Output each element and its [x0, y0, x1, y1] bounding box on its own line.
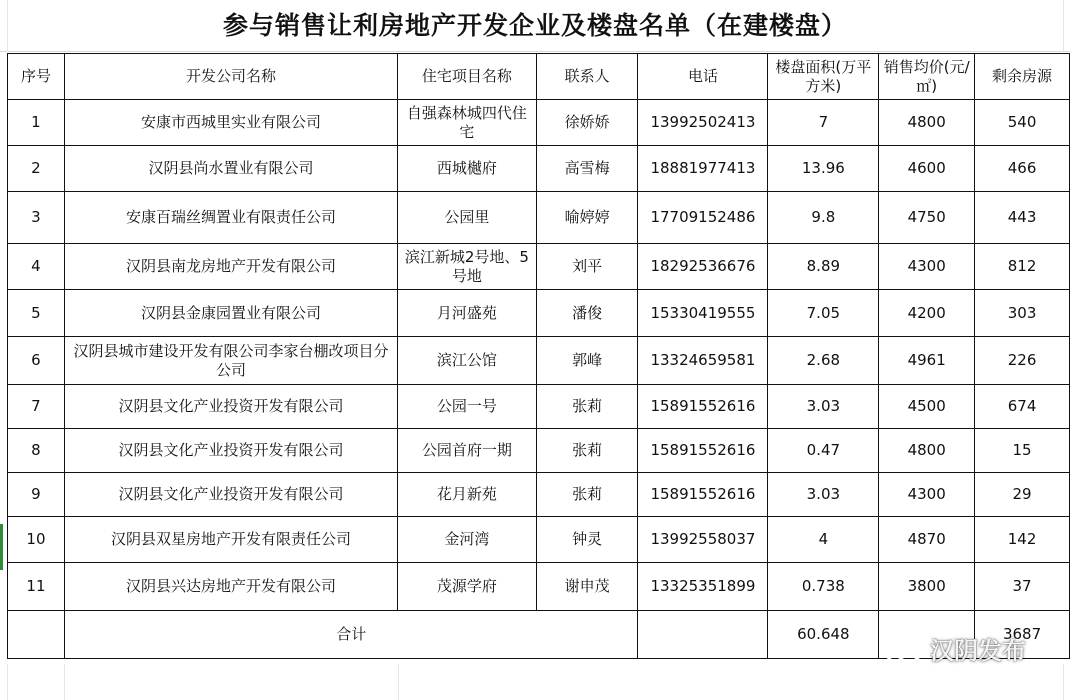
cell-area[interactable]: 7	[768, 100, 879, 146]
cell-total-label[interactable]: 合计	[64, 611, 638, 659]
cell-total-area[interactable]: 60.648	[768, 611, 879, 659]
table-row	[8, 244, 1070, 290]
cell-area[interactable]: 4	[768, 517, 879, 563]
cell-seq[interactable]: 7	[8, 385, 65, 429]
cell-phone[interactable]: 13324659581	[638, 337, 768, 385]
cell-company[interactable]: 汉阴县双星房地产开发有限责任公司	[64, 517, 397, 563]
cell-remaining[interactable]: 812	[975, 244, 1070, 290]
cell-company[interactable]: 安康百瑞丝绸置业有限责任公司	[64, 192, 397, 244]
header-price[interactable]: 销售均价(元/㎡)	[879, 54, 975, 100]
cell-price[interactable]: 4750	[879, 192, 975, 244]
header-remaining[interactable]: 剩余房源	[975, 54, 1070, 100]
cell-remaining[interactable]: 37	[975, 563, 1070, 611]
cell-contact[interactable]: 张莉	[536, 473, 638, 517]
cell-project[interactable]: 公园里	[398, 192, 537, 244]
cell-remaining[interactable]: 443	[975, 192, 1070, 244]
cell-area[interactable]: 8.89	[768, 244, 879, 290]
cell-price[interactable]: 4500	[879, 385, 975, 429]
cell-remaining[interactable]: 674	[975, 385, 1070, 429]
cell-total-seq[interactable]	[8, 611, 65, 659]
cell-contact[interactable]: 张莉	[536, 429, 638, 473]
cell-project[interactable]: 月河盛苑	[398, 290, 537, 337]
cell-project[interactable]: 花月新苑	[398, 473, 537, 517]
cell-price[interactable]: 4800	[879, 429, 975, 473]
cell-remaining[interactable]: 303	[975, 290, 1070, 337]
table-row	[8, 563, 1070, 611]
cell-company[interactable]: 汉阴县城市建设开发有限公司李家台棚改项目分公司	[64, 337, 397, 385]
cell-price[interactable]: 4800	[879, 100, 975, 146]
table-row	[8, 385, 1070, 429]
cell-remaining[interactable]: 15	[975, 429, 1070, 473]
header-company[interactable]: 开发公司名称	[64, 54, 397, 100]
cell-phone[interactable]: 13325351899	[638, 563, 768, 611]
cell-area[interactable]: 7.05	[768, 290, 879, 337]
table-row	[8, 192, 1070, 244]
cell-company[interactable]: 汉阴县文化产业投资开发有限公司	[64, 473, 397, 517]
cell-contact[interactable]: 郭峰	[536, 337, 638, 385]
cell-company[interactable]: 汉阴县金康园置业有限公司	[64, 290, 397, 337]
cell-project[interactable]: 西城樾府	[398, 146, 537, 192]
cell-contact[interactable]: 潘俊	[536, 290, 638, 337]
table-row	[8, 473, 1070, 517]
cell-contact[interactable]: 喻婷婷	[536, 192, 638, 244]
cell-project[interactable]: 滨江公馆	[398, 337, 537, 385]
cell-project[interactable]: 滨江新城2号地、5号地	[398, 244, 537, 290]
cell-phone[interactable]: 15891552616	[638, 429, 768, 473]
cell-contact[interactable]: 谢申茂	[536, 563, 638, 611]
watermark-text: 汉阴发布	[930, 636, 1026, 665]
cell-project[interactable]: 金河湾	[398, 517, 537, 563]
cell-phone[interactable]: 17709152486	[638, 192, 768, 244]
cell-company[interactable]: 安康市西城里实业有限公司	[64, 100, 397, 146]
watermark	[880, 628, 1065, 668]
cell-price[interactable]: 4300	[879, 473, 975, 517]
cell-contact[interactable]: 张莉	[536, 385, 638, 429]
cell-remaining[interactable]: 466	[975, 146, 1070, 192]
table-row	[8, 337, 1070, 385]
table-row	[8, 290, 1070, 337]
cell-project[interactable]: 茂源学府	[398, 563, 537, 611]
header-row	[8, 54, 1070, 100]
cell-seq[interactable]: 6	[8, 337, 65, 385]
table-row	[8, 517, 1070, 563]
cell-remaining[interactable]: 29	[975, 473, 1070, 517]
header-phone[interactable]: 电话	[638, 54, 768, 100]
cell-area[interactable]: 2.68	[768, 337, 879, 385]
empty-grid-area	[0, 664, 1070, 700]
cell-phone[interactable]: 13992502413	[638, 100, 768, 146]
cell-contact[interactable]: 钟灵	[536, 517, 638, 563]
cell-seq[interactable]: 11	[8, 563, 65, 611]
cell-company[interactable]: 汉阴县文化产业投资开发有限公司	[64, 385, 397, 429]
cell-project[interactable]: 公园一号	[398, 385, 537, 429]
cell-company[interactable]: 汉阴县兴达房地产开发有限公司	[64, 563, 397, 611]
cell-price[interactable]: 4870	[879, 517, 975, 563]
table-row	[8, 429, 1070, 473]
cell-contact[interactable]: 徐娇娇	[536, 100, 638, 146]
cell-contact[interactable]: 高雪梅	[536, 146, 638, 192]
cell-seq[interactable]: 3	[8, 192, 65, 244]
header-area[interactable]: 楼盘面积(万平方米)	[768, 54, 879, 100]
sheet-title: 参与销售让利房地产开发企业及楼盘名单（在建楼盘）	[222, 11, 847, 40]
cell-phone[interactable]: 13992558037	[638, 517, 768, 563]
cell-seq[interactable]: 1	[8, 100, 65, 146]
cell-phone[interactable]: 18881977413	[638, 146, 768, 192]
cell-price[interactable]: 4600	[879, 146, 975, 192]
cell-seq[interactable]: 8	[8, 429, 65, 473]
cell-phone[interactable]: 15891552616	[638, 473, 768, 517]
cell-area[interactable]: 3.03	[768, 473, 879, 517]
developer-table	[7, 53, 1070, 659]
header-contact[interactable]: 联系人	[536, 54, 638, 100]
cell-seq[interactable]: 2	[8, 146, 65, 192]
cell-contact[interactable]: 刘平	[536, 244, 638, 290]
cell-total-phone[interactable]	[638, 611, 768, 659]
cell-phone[interactable]: 18292536676	[638, 244, 768, 290]
cell-seq[interactable]: 4	[8, 244, 65, 290]
cell-remaining[interactable]: 540	[975, 100, 1070, 146]
cell-project[interactable]: 公园首府一期	[398, 429, 537, 473]
cell-price[interactable]: 3800	[879, 563, 975, 611]
header-project[interactable]: 住宅项目名称	[398, 54, 537, 100]
wechat-icon	[880, 631, 924, 665]
table-row	[8, 146, 1070, 192]
cell-price[interactable]: 4300	[879, 244, 975, 290]
cell-price[interactable]: 4200	[879, 290, 975, 337]
cell-area[interactable]: 0.738	[768, 563, 879, 611]
cell-company[interactable]: 汉阴县文化产业投资开发有限公司	[64, 429, 397, 473]
row-selection-indicator	[0, 524, 3, 570]
cell-seq[interactable]: 5	[8, 290, 65, 337]
cell-seq[interactable]: 9	[8, 473, 65, 517]
cell-remaining[interactable]: 226	[975, 337, 1070, 385]
cell-company[interactable]: 汉阴县南龙房地产开发有限公司	[64, 244, 397, 290]
header-seq[interactable]: 序号	[8, 54, 65, 100]
cell-area[interactable]: 0.47	[768, 429, 879, 473]
cell-company[interactable]: 汉阴县尚水置业有限公司	[64, 146, 397, 192]
cell-total-remaining[interactable]: 3687	[975, 611, 1070, 659]
table-row	[8, 100, 1070, 146]
cell-area[interactable]: 9.8	[768, 192, 879, 244]
cell-phone[interactable]: 15891552616	[638, 385, 768, 429]
cell-remaining[interactable]: 142	[975, 517, 1070, 563]
cell-area[interactable]: 3.03	[768, 385, 879, 429]
cell-project[interactable]: 自强森林城四代住宅	[398, 100, 537, 146]
cell-seq[interactable]: 10	[8, 517, 65, 563]
cell-phone[interactable]: 15330419555	[638, 290, 768, 337]
cell-price[interactable]: 4961	[879, 337, 975, 385]
cell-area[interactable]: 13.96	[768, 146, 879, 192]
